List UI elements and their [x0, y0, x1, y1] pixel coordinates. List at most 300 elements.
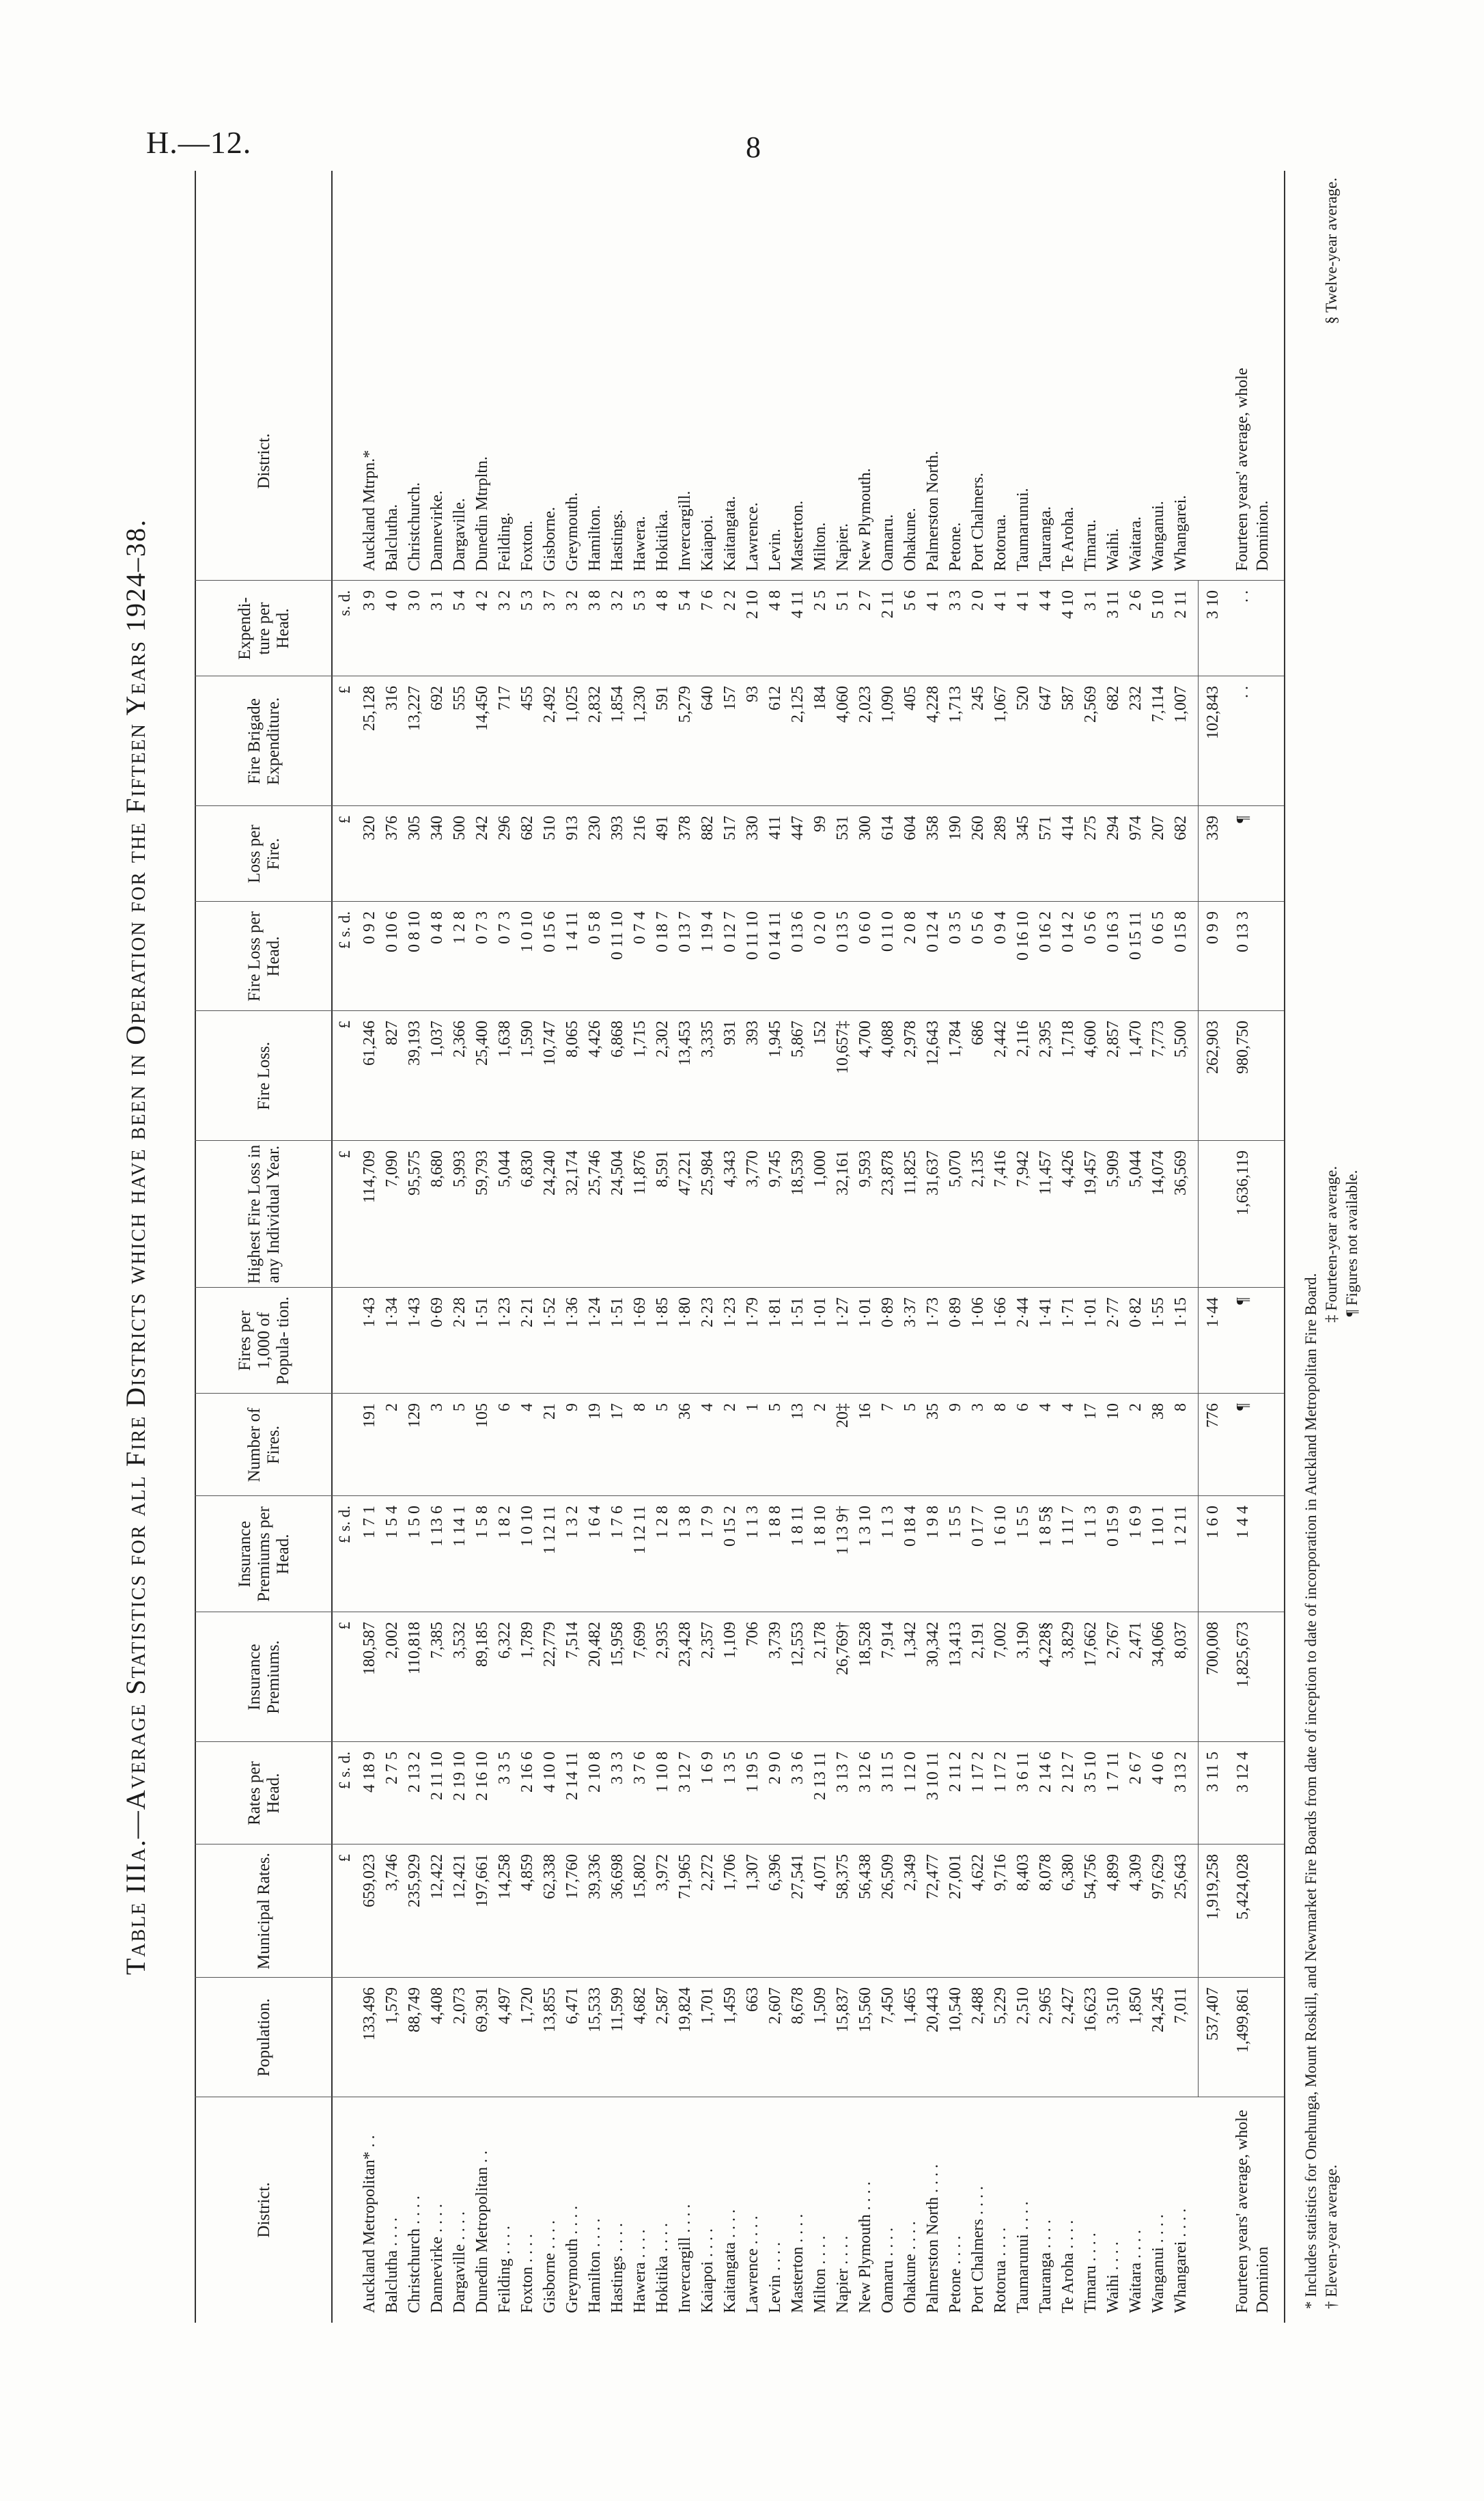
table-cell: 9 [947, 1403, 964, 1411]
footnote-dagger: † Eleven-year average. [1323, 2164, 1340, 2309]
table-cell: 2 5 [811, 590, 829, 611]
column-header: Number of Fires. [245, 1407, 283, 1482]
table-cell: 4,426 [586, 1021, 604, 1058]
table-cell: 5 6 [901, 590, 919, 611]
table-cell: 232 [1127, 686, 1145, 710]
table-cell: 2,978 [901, 1021, 919, 1058]
table-cell: 22,779 [541, 1622, 559, 1667]
unit-label: £ s. d. [336, 911, 353, 949]
table-cell: 1 12 11 [541, 1506, 559, 1555]
table-cell: 571 [1037, 816, 1054, 840]
table-cell: New Plymouth. [856, 468, 874, 571]
table-cell: 4,622 [969, 1854, 987, 1891]
table-cell: 2 [721, 1403, 739, 1411]
table-cell: 2,935 [654, 1622, 671, 1659]
table-cell: 1,342 [901, 1622, 919, 1659]
table-cell: 5,993 [451, 1150, 468, 1187]
table-cell: 17 [608, 1403, 626, 1420]
table-cell: Waitara . . . . [1127, 2229, 1145, 2313]
table-cell: 663 [744, 1987, 761, 2012]
table-cell: 614 [879, 816, 897, 840]
table-cell: 717 [496, 686, 514, 710]
table-cell: 7 6 [699, 590, 716, 611]
table-cell: 8 [1172, 1403, 1190, 1411]
table-cell: 25,984 [699, 1150, 716, 1196]
dominion-cell: . . [1234, 686, 1252, 698]
table-cell: 931 [721, 1021, 739, 1045]
table-cell: 1 13 9† [834, 1506, 852, 1555]
table-cell: Napier . . . . [834, 2235, 852, 2313]
table-cell: 3,190 [1014, 1622, 1032, 1659]
dominion-cell: ¶ [1234, 816, 1252, 823]
table-cell: 5,279 [676, 686, 694, 723]
table-cell: 305 [406, 816, 423, 840]
table-cell: 1·43 [406, 1297, 423, 1327]
table-cell: 27,541 [789, 1854, 807, 1899]
table-cell: 1·15 [1172, 1297, 1190, 1327]
table-cell: 1·73 [924, 1297, 942, 1327]
table-cell: 1,579 [383, 1987, 401, 2024]
table-cell: 4 [518, 1403, 536, 1411]
total-cell: 1,919,258 [1204, 1854, 1222, 1920]
table-cell: 5,229 [992, 1987, 1009, 2024]
table-cell: 1 8 10 [811, 1506, 829, 1547]
table-cell: 1 8 5§ [1037, 1506, 1054, 1547]
table-cell: 5,044 [496, 1150, 514, 1187]
table-cell: 5,070 [947, 1150, 964, 1187]
table-cell: 1 5 0 [406, 1506, 423, 1538]
table-cell: 4,343 [721, 1150, 739, 1187]
table-cell: 3 0 [406, 590, 423, 611]
table-cell: Invercargill . . . . [676, 2204, 694, 2313]
table-cell: 184 [811, 686, 829, 710]
table-cell: 245 [969, 686, 987, 710]
table-cell: 13,227 [406, 686, 423, 731]
table-cell: 4 11 [789, 590, 807, 619]
table-cell: 72,477 [924, 1854, 942, 1899]
table-cell: 11,825 [901, 1150, 919, 1196]
table-cell: 692 [428, 686, 446, 710]
table-cell: Dannevirke . . . . [428, 2204, 446, 2313]
table-cell: 0 8 10 [406, 911, 423, 952]
unit-label [335, 2097, 355, 2323]
table-cell: Greymouth . . . . [563, 2205, 581, 2313]
table-cell: 11,876 [631, 1150, 649, 1196]
dominion-cell: 1,499,861 [1234, 1987, 1252, 2053]
table-cell: 2,832 [586, 686, 604, 723]
table-cell: 0 14 2 [1059, 911, 1077, 952]
table-cell: 275 [1082, 816, 1100, 840]
table-cell: 0 16 10 [1014, 911, 1032, 961]
table-cell: Balclutha. [383, 504, 401, 571]
footnotes [1301, 178, 1362, 2309]
table-cell: 0 7 4 [631, 911, 649, 944]
table-cell: 17,662 [1082, 1622, 1100, 1667]
table-cell: 3 6 11 [1014, 1752, 1032, 1793]
table-cell: 4,088 [879, 1021, 897, 1058]
table-cell: 913 [563, 816, 581, 840]
table-cell: 5 3 [631, 590, 649, 611]
dominion-cell: Fourteen years' average, whole Dominion [1233, 2110, 1272, 2313]
table-cell: 0 13 6 [789, 911, 807, 952]
table-cell: Dargaville. [451, 498, 468, 571]
column-header: Rates per Head. [245, 1761, 283, 1825]
table-cell: 7,942 [1014, 1150, 1032, 1187]
table-cell: 4,228 [924, 686, 942, 723]
table-cell: 1·66 [992, 1297, 1009, 1327]
total-cell: 262,903 [1204, 1021, 1222, 1074]
table-cell: Rotorua . . . . [992, 2227, 1009, 2313]
footnote-star: * Includes statistics for Onehunga, Mount Roskill, and Newmarket Fire Boards from date of inception to date of incorporation in Auckland Metropolitan Fire Board. [1302, 1273, 1319, 2309]
table-cell: 1·55 [1149, 1297, 1167, 1327]
table-cell: 26,509 [879, 1854, 897, 1899]
table-cell: 289 [992, 816, 1009, 840]
table-cell: 25,128 [361, 686, 378, 731]
table-cell: 1 6 9 [1127, 1506, 1145, 1538]
table-cell: 682 [1172, 816, 1190, 840]
table-cell: 10 [1104, 1403, 1122, 1420]
table-cell: Waihi . . . . [1104, 2241, 1122, 2313]
table-cell: 95,575 [406, 1150, 423, 1196]
table-cell: 1,789 [518, 1622, 536, 1659]
table-cell: 4 0 6 [1149, 1752, 1167, 1784]
table-cell: 11,457 [1037, 1150, 1054, 1196]
table-cell: Whangarei. [1172, 495, 1190, 571]
table-cell: Port Chalmers. [969, 473, 987, 571]
statistics-table [195, 171, 1287, 2323]
table-cell: 1 3 8 [676, 1506, 694, 1538]
table-cell: 0 11 10 [744, 911, 761, 961]
table-cell: 14,074 [1149, 1150, 1167, 1196]
table-cell: Dargaville . . . . [451, 2211, 468, 2313]
table-cell: 19,824 [676, 1987, 694, 2032]
table-cell: 1 11 7 [1059, 1506, 1077, 1547]
table-cell: 23,878 [879, 1150, 897, 1196]
table-cell: Christchurch . . . . [406, 2196, 423, 2313]
table-cell: Ohakune . . . . [901, 2221, 919, 2313]
table-cell: 2 0 8 [901, 911, 919, 944]
table-cell: 3,972 [654, 1854, 671, 1891]
table-cell: 358 [924, 816, 942, 840]
table-cell: 0 18 4 [901, 1506, 919, 1547]
table-cell: Napier. [834, 523, 852, 571]
table-cell: 1 1 3 [879, 1506, 897, 1538]
table-cell: 24,504 [608, 1150, 626, 1196]
dominion-cell: 3 12 4 [1234, 1752, 1252, 1793]
table-cell: 97,629 [1149, 1854, 1167, 1899]
table-cell: 0 6 0 [856, 911, 874, 944]
table-cell: 405 [901, 686, 919, 710]
table-cell: 6,322 [496, 1622, 514, 1659]
total-cell: 537,407 [1204, 1987, 1222, 2041]
table-cell: 1 6 10 [992, 1506, 1009, 1547]
table-cell: 1·01 [811, 1297, 829, 1327]
column-header: Highest Fire Loss in any Individual Year. [245, 1144, 283, 1284]
table-cell: 659,023 [361, 1854, 378, 1907]
page-number: 8 [746, 130, 761, 164]
table-cell: 1·80 [676, 1297, 694, 1327]
table-cell: 3 1 [428, 590, 446, 611]
table-cell: 89,185 [473, 1622, 491, 1667]
table-cell: Masterton . . . . [789, 2213, 807, 2313]
table-cell: 32,174 [563, 1150, 581, 1196]
table-cell: 1 3 10 [856, 1506, 874, 1547]
table-cell: 1·51 [608, 1297, 626, 1327]
table-cell: 17 [1082, 1403, 1100, 1420]
table-cell: 4,309 [1127, 1854, 1145, 1891]
table-cell: 25,400 [473, 1021, 491, 1066]
table-cell: 25,643 [1172, 1854, 1190, 1899]
table-cell: 9 [563, 1403, 581, 1411]
table-cell: 129 [406, 1403, 423, 1428]
table-cell: 1,784 [947, 1021, 964, 1058]
table-cell: 230 [586, 816, 604, 840]
table-cell: 7,773 [1149, 1021, 1167, 1058]
table-cell: Palmerston North . . . . [924, 2164, 942, 2313]
table-cell: 0 15 8 [1172, 911, 1190, 952]
table-cell: 376 [383, 816, 401, 840]
table-cell: 4,700 [856, 1021, 874, 1058]
table-cell: 20‡ [834, 1403, 852, 1428]
table-cell: 3 2 [496, 590, 514, 611]
table-cell: 0 12 7 [721, 911, 739, 952]
table-cell: 24,240 [541, 1150, 559, 1196]
table-cell: 1,459 [721, 1987, 739, 2024]
table-cell: 1,509 [811, 1987, 829, 2024]
table-cell: 1 17 2 [992, 1752, 1009, 1793]
table-cell: 882 [699, 816, 716, 840]
table-cell: 2 14 11 [563, 1752, 581, 1801]
table-cell: 1·34 [383, 1297, 401, 1327]
table-cell: 5 [901, 1403, 919, 1411]
table-cell: 36,569 [1172, 1150, 1190, 1196]
table-cell: Gisborne. [541, 507, 559, 571]
rotated-table-sheet [120, 171, 1383, 2323]
table-cell: 2 12 7 [1059, 1752, 1077, 1793]
table-cell: Milton . . . . [811, 2235, 829, 2313]
table-cell: 2 7 5 [383, 1752, 401, 1784]
table-cell: 1·01 [1082, 1297, 1100, 1327]
unit-label: £ s. d. [336, 1506, 353, 1543]
table-cell: 378 [676, 816, 694, 840]
table-cell: 2,135 [969, 1150, 987, 1187]
table-cell: 5 [451, 1403, 468, 1411]
table-cell: 26,769† [834, 1622, 852, 1675]
table-cell: 2,607 [766, 1987, 784, 2024]
table-cell: 3 2 [608, 590, 626, 611]
table-cell: 4 1 [924, 590, 942, 611]
table-cell: 3,829 [1059, 1622, 1077, 1659]
table-cell: 110,818 [406, 1622, 423, 1675]
table-cell: 3,770 [744, 1150, 761, 1187]
table-cell: 3 8 [586, 590, 604, 611]
table-cell: 4 8 [766, 590, 784, 611]
table-cell: Foxton . . . . [518, 2233, 536, 2313]
table-cell: 197,661 [473, 1854, 491, 1907]
column-header: Expendi- ture per Head. [236, 597, 292, 660]
table-cell: Hokitika. [654, 510, 671, 571]
table-cell: Timaru. [1082, 519, 1100, 571]
table-cell: 242 [473, 816, 491, 840]
unit-label: £ [336, 686, 353, 694]
table-cell: 1 1 3 [744, 1506, 761, 1538]
table-cell: 1 12 11 [631, 1506, 649, 1555]
table-cell: 2,857 [1104, 1021, 1122, 1058]
table-cell: 190 [947, 816, 964, 840]
report-code: H.—12. [146, 125, 252, 160]
table-cell: 2,357 [699, 1622, 716, 1659]
table-cell: 4,408 [428, 1987, 446, 2024]
table-cell: 2,510 [1014, 1987, 1032, 2024]
dominion-cell: 5,424,028 [1234, 1854, 1252, 1920]
table-cell: Greymouth. [563, 492, 581, 571]
table-cell: 330 [744, 816, 761, 840]
table-cell: 21 [541, 1403, 559, 1420]
table-cell: 4,426 [1059, 1150, 1077, 1187]
table-cell: 105 [473, 1403, 491, 1428]
table-cell: 0 16 3 [1104, 911, 1122, 952]
column-header: Population. [255, 1998, 273, 2077]
table-cell: 191 [361, 1403, 378, 1428]
table-cell: Masterton. [789, 500, 807, 571]
table-cell: 1·23 [496, 1297, 514, 1327]
table-cell: 1·69 [631, 1297, 649, 1327]
table-cell: 34,066 [1149, 1622, 1167, 1667]
table-cell: 36,698 [608, 1854, 626, 1899]
table-cell: Timaru . . . . [1082, 2233, 1100, 2313]
table-cell: 3 13 2 [1172, 1752, 1190, 1793]
table-cell: Milton. [811, 522, 829, 571]
table-cell: 0 5 8 [586, 911, 604, 944]
table-cell: 2,569 [1082, 686, 1100, 723]
table-cell: 0 11 0 [879, 911, 897, 952]
table-cell: 0·69 [428, 1297, 446, 1327]
table-cell: 2 11 10 [428, 1752, 446, 1801]
table-cell: 6,471 [563, 1987, 581, 2024]
table-cell: 1,713 [947, 686, 964, 723]
table-cell: 2 13 11 [811, 1752, 829, 1801]
table-cell: Auckland Metropolitan* . . [361, 2135, 378, 2313]
table-cell: 1,007 [1172, 686, 1190, 723]
table-cell: 8,591 [654, 1150, 671, 1187]
footnote-para: ¶ Figures not available. [1343, 1170, 1360, 1317]
table-cell: 1 14 1 [451, 1506, 468, 1547]
table-cell: Foxton. [518, 520, 536, 571]
table-cell: 216 [631, 816, 649, 840]
table-cell: 612 [766, 686, 784, 710]
table-cell: 2 7 [856, 590, 874, 611]
table-cell: 1 5 5 [947, 1506, 964, 1538]
table-cell: Dunedin Metropolitan . . [473, 2151, 491, 2313]
table-cell: 4 8 [654, 590, 671, 611]
rule-line [195, 171, 196, 2323]
table-cell: 7,699 [631, 1622, 649, 1659]
table-cell: 531 [834, 816, 852, 840]
rule-line [1284, 171, 1285, 2323]
table-cell: 1 0 10 [518, 911, 536, 952]
table-cell: 2 13 2 [406, 1752, 423, 1793]
table-cell: 1 10 8 [654, 1752, 671, 1793]
table-cell: 4 10 [1059, 590, 1077, 619]
table-cell: 294 [1104, 816, 1122, 840]
dominion-cell: 1,636,119 [1234, 1150, 1252, 1216]
column-header: Fire Brigade Expenditure. [245, 697, 283, 786]
table-cell: 32,161 [834, 1150, 852, 1196]
column-header: District. [255, 2182, 273, 2238]
table-cell: 24,245 [1149, 1987, 1167, 2032]
table-cell: 4,071 [811, 1854, 829, 1891]
table-cell: 2,002 [383, 1622, 401, 1659]
table-cell: Hastings. [608, 510, 626, 571]
table-cell: 1,715 [631, 1021, 649, 1058]
table-cell: 2,442 [992, 1021, 1009, 1058]
table-cell: Ohakune. [901, 508, 919, 571]
table-cell: 30,342 [924, 1622, 942, 1667]
table-cell: 827 [383, 1021, 401, 1045]
table-cell: 1,470 [1127, 1021, 1145, 1058]
table-cell: 3 7 [541, 590, 559, 611]
table-cell: 69,391 [473, 1987, 491, 2032]
table-cell: 16 [856, 1403, 874, 1420]
table-cell: 1 17 2 [969, 1752, 987, 1793]
table-cell: 0 4 8 [428, 911, 446, 944]
total-cell: 1·44 [1204, 1297, 1222, 1327]
table-cell: 93 [744, 686, 761, 702]
table-cell: 0 7 3 [473, 911, 491, 944]
table-cell: 7,514 [563, 1622, 581, 1659]
table-cell: 12,643 [924, 1021, 942, 1066]
table-cell: 8 [631, 1403, 649, 1411]
table-cell: 2,427 [1059, 1987, 1077, 2024]
table-cell: 1·06 [969, 1297, 987, 1327]
unit-label: £ [336, 1854, 353, 1862]
table-cell: 517 [721, 816, 739, 840]
table-cell: 1,307 [744, 1854, 761, 1891]
table-cell: 2 0 [969, 590, 987, 611]
table-cell: 0 17 7 [969, 1506, 987, 1547]
table-cell: 2,125 [789, 686, 807, 723]
table-cell: 9,593 [856, 1150, 874, 1187]
dominion-cell: Fourteen years' average, whole Dominion. [1233, 368, 1272, 571]
table-cell: 152 [811, 1021, 829, 1045]
table-cell: 647 [1037, 686, 1054, 710]
table-cell: 1 6 4 [586, 1506, 604, 1538]
table-cell: 2 10 [744, 590, 761, 619]
table-cell: 207 [1149, 816, 1167, 840]
table-cell: Kaitangata . . . . [721, 2209, 739, 2313]
table-cell: 682 [518, 816, 536, 840]
table-cell: Wanganui . . . . [1149, 2214, 1167, 2313]
table-cell: 3 3 6 [789, 1752, 807, 1784]
table-cell: 2 14 6 [1037, 1752, 1054, 1793]
table-cell: 1 2 8 [451, 911, 468, 944]
table-cell: 99 [811, 816, 829, 832]
table-cell: 1,638 [496, 1021, 514, 1058]
table-cell: 1 19 5 [744, 1752, 761, 1793]
table-cell: 10,657‡ [834, 1021, 852, 1074]
table-cell: 12,422 [428, 1854, 446, 1899]
table-cell: 3,335 [699, 1021, 716, 1058]
table-cell: 1·01 [856, 1297, 874, 1327]
table-cell: 7,011 [1172, 1987, 1190, 2024]
table-cell: 2,191 [969, 1622, 987, 1659]
table-cell: Invercargill. [676, 490, 694, 571]
table-cell: 2,965 [1037, 1987, 1054, 2024]
table-cell: Levin . . . . [766, 2242, 784, 2313]
table-cell: 5,500 [1172, 1021, 1190, 1058]
table-cell: Kaiapoi . . . . [699, 2228, 716, 2313]
table-cell: Rotorua. [992, 514, 1009, 571]
